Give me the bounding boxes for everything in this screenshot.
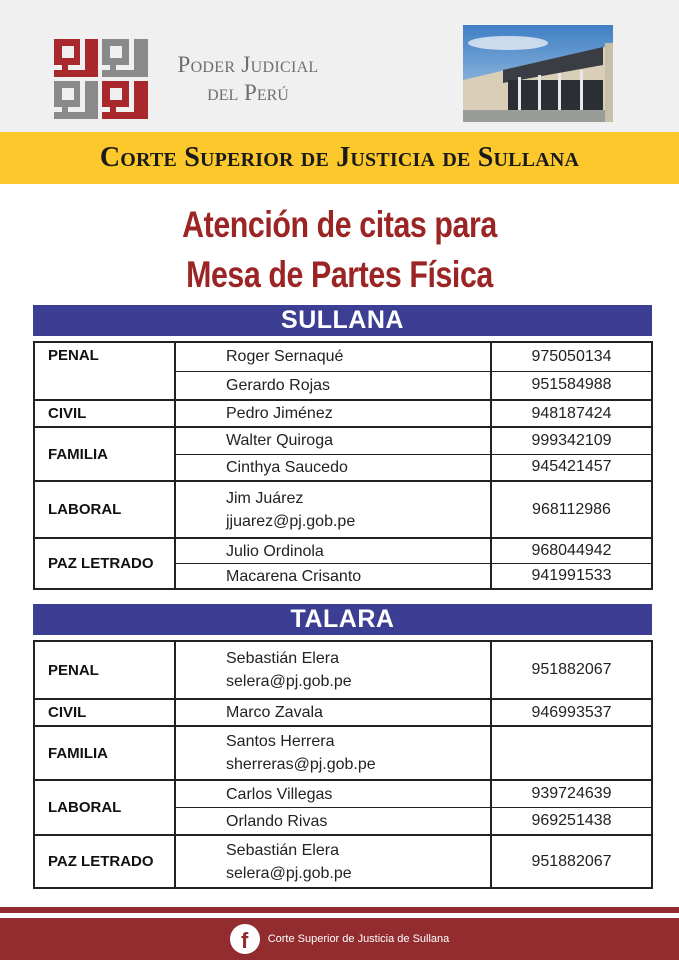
table-row [176, 563, 651, 588]
contact-phone[interactable]: 969251438 [531, 812, 612, 829]
contact-email[interactable]: jjuarez@pj.gob.pe [226, 512, 356, 530]
area-label: PAZ LETRADO [35, 836, 176, 887]
contact-name: Pedro Jiménez [176, 401, 492, 426]
contact-name: Julio Ordinola [176, 539, 492, 563]
area-label: CIVIL [35, 401, 176, 426]
contact-cell [176, 642, 492, 698]
page-title-line2: Mesa de Partes Física [186, 254, 493, 295]
contact-phone[interactable]: 941991533 [531, 567, 612, 584]
table-group-laboral [35, 779, 651, 834]
contact-phone[interactable]: 975050134 [531, 347, 612, 365]
contact-phone[interactable]: 999342109 [531, 431, 612, 449]
contact-name: Walter Quiroga [176, 428, 492, 454]
contact-name: Carlos Villegas [176, 781, 492, 807]
table-group-familia [35, 426, 651, 480]
contact-phone[interactable]: 948187424 [531, 404, 612, 422]
contact-phone[interactable]: 951584988 [531, 376, 612, 394]
institution-name-line2: del Perú [207, 80, 289, 105]
court-banner [0, 132, 679, 184]
table-row [176, 727, 651, 779]
table-group-penal [35, 343, 651, 399]
section-banner-sullana: SULLANA [33, 305, 652, 336]
contact-name: Gerardo Rojas [176, 372, 492, 400]
contact-cell [176, 482, 492, 537]
footer-divider [0, 907, 679, 913]
contact-cell [176, 836, 492, 887]
page-title-line1: Atención de citas para [182, 204, 497, 245]
area-label: FAMILIA [35, 428, 176, 480]
contacts-table-talara [33, 640, 653, 889]
logo-tile-tr [102, 39, 148, 77]
table-group-paz-letrado [35, 834, 651, 887]
contact-name: Cinthya Saucedo [176, 455, 492, 481]
logo-tile-br [102, 81, 148, 119]
contact-phone[interactable]: 951882067 [531, 661, 612, 678]
institution-name-line1: Poder Judicial [177, 52, 319, 77]
contact-name: Sebastián Elera [226, 650, 339, 667]
logo-tile-bl [54, 81, 98, 119]
table-row [176, 781, 651, 807]
contact-email[interactable]: selera@pj.gob.pe [226, 864, 352, 882]
contact-phone[interactable]: 946993537 [531, 703, 612, 721]
contact-name: Marco Zavala [176, 700, 492, 725]
contact-name: Roger Sernaqué [176, 343, 492, 371]
logo-tile-tl [54, 39, 98, 77]
contacts-table-sullana [33, 341, 653, 590]
contact-name: Jim Juárez [226, 489, 304, 507]
table-row [176, 401, 651, 426]
table-row [176, 836, 651, 887]
table-row [176, 642, 651, 698]
contact-cell [176, 727, 492, 779]
section-banner-talara: TALARA [33, 604, 652, 635]
table-group-familia [35, 725, 651, 779]
table-group-paz-letrado [35, 537, 651, 588]
table-group-civil [35, 698, 651, 725]
area-label: CIVIL [35, 700, 176, 725]
area-label: FAMILIA [35, 727, 176, 779]
poder-judicial-logo [54, 39, 148, 119]
table-row [176, 343, 651, 371]
contact-phone[interactable]: 968112986 [532, 500, 611, 518]
area-label: PENAL [35, 642, 176, 698]
table-row [176, 807, 651, 834]
table-row [176, 454, 651, 481]
area-label: LABORAL [35, 781, 176, 834]
table-row [176, 700, 651, 725]
footer [0, 918, 679, 960]
contact-name: Sebastián Elera [226, 841, 339, 859]
contact-email[interactable]: sherreras@pj.gob.pe [226, 756, 376, 773]
area-label: LABORAL [35, 482, 176, 537]
contact-phone[interactable] [492, 727, 651, 779]
courthouse-photo [463, 25, 613, 122]
institution-name [158, 52, 338, 108]
court-name: Corte Superior de Justicia de Sullana [99, 142, 580, 173]
table-row [176, 428, 651, 454]
facebook-icon[interactable]: f [230, 924, 260, 954]
contact-phone[interactable]: 968044942 [531, 542, 612, 559]
contact-phone[interactable]: 945421457 [531, 458, 612, 476]
table-group-laboral [35, 480, 651, 537]
contact-name: Santos Herrera [226, 733, 335, 750]
contact-phone[interactable]: 951882067 [531, 852, 612, 870]
header [0, 0, 679, 132]
table-row [176, 539, 651, 563]
table-group-civil [35, 399, 651, 426]
contact-phone[interactable]: 939724639 [531, 785, 612, 802]
table-row [176, 371, 651, 400]
area-label: PENAL [35, 343, 176, 399]
contact-email[interactable]: selera@pj.gob.pe [226, 673, 352, 690]
table-group-penal [35, 642, 651, 698]
contact-name: Orlando Rivas [176, 808, 492, 834]
table-row [176, 482, 651, 537]
contact-name: Macarena Crisanto [176, 564, 492, 588]
area-label: PAZ LETRADO [35, 539, 176, 588]
facebook-page-link[interactable]: Corte Superior de Justicia de Sullana [267, 933, 450, 945]
